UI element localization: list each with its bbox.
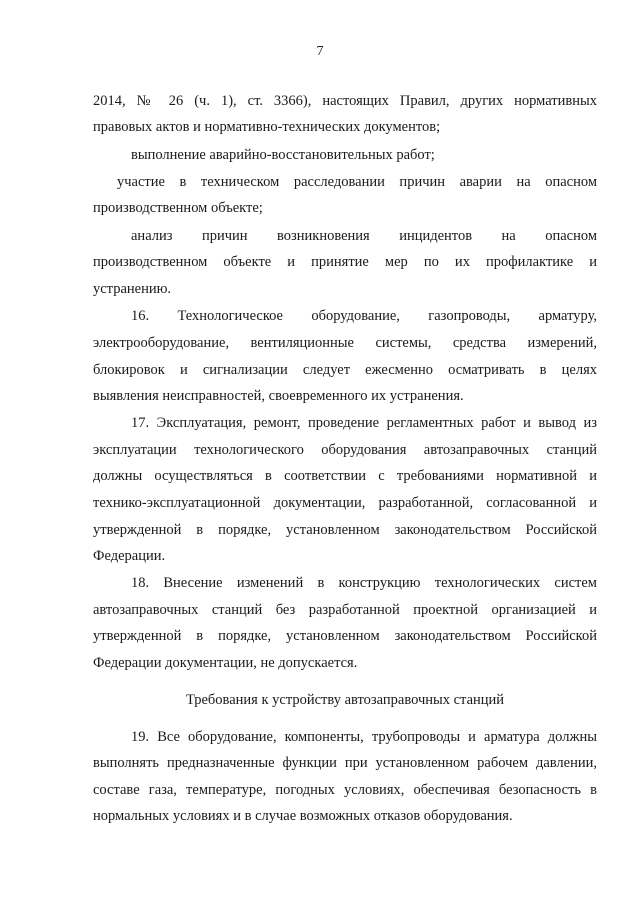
text-line: должны осуществляться в соответствии с требованиями нормативной и — [93, 468, 597, 484]
text-line: нормальных условиях и в случае возможных отказов оборудования. — [93, 808, 513, 824]
text-line: автозаправочных станций без разработанной проектной организацией и — [93, 602, 597, 618]
text-line: 17. Эксплуатация, ремонт, проведение регламентных работ и вывод из — [131, 415, 597, 431]
text-line: 19. Все оборудование, компоненты, трубопроводы и арматура должны — [131, 729, 597, 745]
text-line: блокировок и сигнализации следует ежесменно осматривать в целях — [93, 362, 597, 378]
section-heading: Требования к устройству автозаправочных станций — [185, 692, 505, 708]
text-line: выполнять предназначенные функции при установленном рабочем давлении, — [93, 755, 597, 771]
text-line: выполнение аварийно-восстановительных работ; — [131, 147, 435, 163]
text-line: анализ причин возникновения инцидентов на опасном — [131, 228, 597, 244]
text-line: выявления неисправностей, своевременного их устранения. — [93, 388, 464, 404]
text-line: утвержденной в порядке, установленном законодательством Российской — [93, 628, 597, 644]
text-line: производственном объекте; — [93, 200, 263, 216]
text-line: Федерации. — [93, 548, 166, 564]
text-line: устранению. — [93, 281, 172, 297]
text-line: утвержденной в порядке, установленном законодательством Российской — [93, 522, 597, 538]
text-line: составе газа, температуре, погодных условиях, обеспечивая безопасность в — [93, 782, 597, 798]
text-line: 18. Внесение изменений в конструкцию технологических систем — [131, 575, 597, 591]
text-line: 16. Технологическое оборудование, газопроводы, арматуру, — [131, 308, 597, 324]
text-line: эксплуатации технологического оборудования автозаправочных станций — [93, 442, 597, 458]
text-line: Федерации документации, не допускается. — [93, 655, 358, 671]
text-line: производственном объекте и принятие мер по их профилактике и — [93, 254, 597, 270]
page-number: 7 — [316, 44, 324, 59]
text-line: технико-эксплуатационной документации, разработанной, согласованной и — [93, 495, 597, 511]
text-line: правовых актов и нормативно-технических документов; — [93, 119, 441, 135]
text-line: электрооборудование, вентиляционные системы, средства измерений, — [93, 335, 597, 351]
text-line: 2014, № 26 (ч. 1), ст. 3366), настоящих Правил, других нормативных — [93, 93, 597, 109]
text-line: участие в техническом расследовании причин аварии на опасном — [117, 174, 597, 190]
